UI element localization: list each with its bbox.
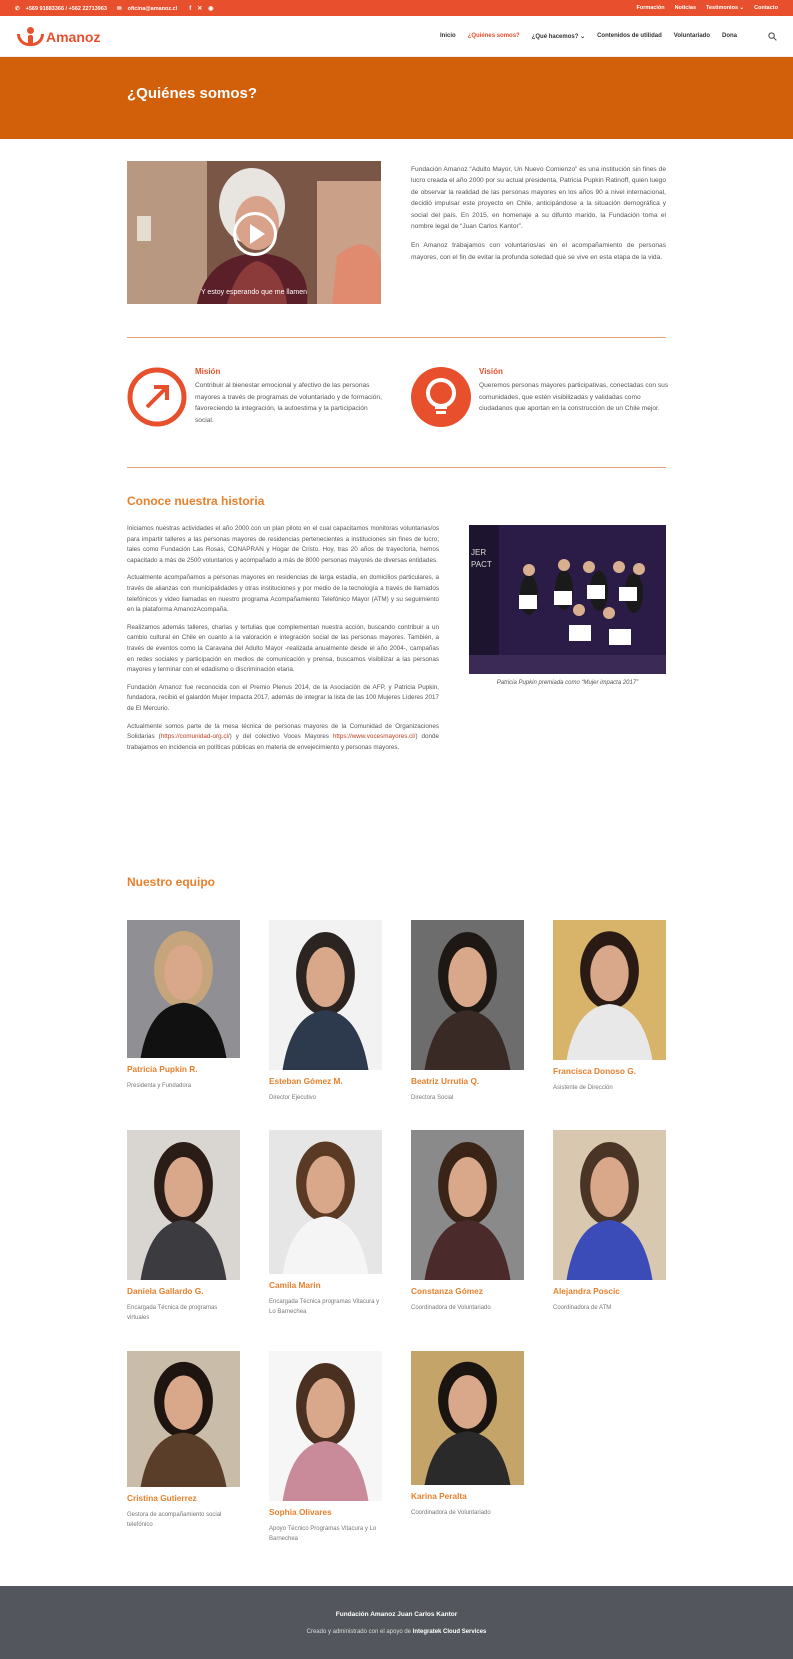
arrow-up-right-icon bbox=[127, 367, 187, 427]
top-link-testimonios-label: Testimonios bbox=[706, 5, 739, 11]
team-member-name: Beatriz Urrutia Q. bbox=[411, 1076, 480, 1086]
history-paragraph-5 bbox=[127, 722, 439, 754]
photo-sign-text-2: PACT bbox=[471, 560, 492, 569]
team-member-role: Coordinadora de ATM bbox=[553, 1305, 612, 1311]
team-member-role: Encargada Técnica programas Vitacura y Lo Barnechea bbox=[269, 1299, 380, 1315]
team-member-photo bbox=[127, 1130, 240, 1280]
team-member-role: Gestora de acompañamiento social telefónico bbox=[127, 1512, 222, 1528]
site-logo[interactable] bbox=[17, 27, 100, 46]
mission-title: Misión bbox=[195, 367, 221, 376]
nav-quienes-somos[interactable]: ¿Quiénes somos? bbox=[467, 33, 520, 39]
team-member-name: Francisca Donoso G. bbox=[553, 1066, 636, 1076]
team-member-card bbox=[269, 1130, 382, 1317]
logo-text: Amanoz bbox=[46, 28, 101, 45]
nav-inicio[interactable]: Inicio bbox=[440, 33, 456, 39]
main-nav bbox=[440, 33, 737, 40]
main-header bbox=[0, 16, 793, 57]
award-photo bbox=[469, 525, 666, 674]
team-member-name: Alejandra Poscic bbox=[553, 1286, 620, 1296]
mission-block bbox=[127, 367, 385, 427]
footer-credit-text: Creado y administrado con el apoyo de bbox=[306, 1629, 413, 1635]
vision-text: Queremos personas mayores participativas, conectadas con sus comunidades, que estén visibilizadas y validadas como ciudadanos que aportan en la construcción de un Chile mejor. bbox=[479, 382, 669, 412]
team-member-role: Presidenta y Fundadora bbox=[127, 1083, 192, 1089]
top-link-noticias[interactable]: Noticias bbox=[674, 5, 697, 11]
history-paragraph-2: Actualmente acompañamos a personas mayores en residencias de larga estadía, en domicilios particulares, a través de alianzas con municipalidades y otras instituciones y por medio de la tecnología a través de llamados telefónicos y video llamadas en nuestro programa Acompañamiento Telefónico Mayor (ATM) y su seguimiento en la plataforma AmanozAcompaña. bbox=[127, 574, 439, 614]
team-member-photo bbox=[127, 1351, 240, 1487]
nav-dona[interactable]: Dona bbox=[722, 33, 737, 39]
team-member-photo bbox=[269, 1351, 382, 1501]
intro-paragraph-2: En Amanoz trabajamos con voluntarios/as en el acompañamiento de personas mayores, con el fin de evitar la profunda soledad que se vive en esta etapa de la vida. bbox=[411, 242, 666, 261]
team-member-name: Cristina Gutierrez bbox=[127, 1493, 197, 1503]
facebook-icon[interactable]: f bbox=[189, 5, 192, 12]
footer-line-2 bbox=[0, 1629, 793, 1635]
video-caption: Y estoy esperando que me llamen bbox=[200, 289, 308, 296]
intro-text bbox=[411, 164, 666, 271]
team-member-card bbox=[411, 1130, 524, 1313]
team-member-role: Coordinadora de Voluntariado bbox=[411, 1510, 491, 1516]
voces-mayores-link[interactable]: https://www.vocesmayores.cl/ bbox=[332, 733, 416, 741]
team-member-photo bbox=[411, 1351, 524, 1485]
team-member-name: Camila Marin bbox=[269, 1280, 321, 1290]
play-button[interactable] bbox=[233, 212, 277, 256]
comunidad-org-link[interactable]: https://comunidad-org.cl/ bbox=[160, 733, 230, 741]
history-p5-text-b: ) y del colectivo Voces Mayores bbox=[229, 733, 333, 741]
team-member-role: Encargada Técnica de programas virtuales bbox=[127, 1305, 218, 1321]
search-icon[interactable] bbox=[768, 32, 777, 41]
team-member-photo bbox=[127, 920, 240, 1058]
divider bbox=[127, 337, 666, 338]
history-paragraph-4: Fundación Amanoz fue reconocida con el Premio Plenus 2014, de la Asociación de AFP, y Patricia Pupkin, fundadora, recibió el galardón Mujer Impacta 2017, además de integrar la lista de las 100 Mujeres Líderes 2017 de El Mercurio. bbox=[127, 683, 439, 712]
team-member-card bbox=[127, 1130, 240, 1323]
team-member-card bbox=[127, 920, 240, 1091]
nav-voluntariado[interactable]: Voluntariado bbox=[673, 33, 710, 39]
phone-icon: ✆ bbox=[15, 5, 20, 12]
vision-title: Visión bbox=[479, 367, 503, 376]
top-link-contacto[interactable]: Contacto bbox=[754, 5, 778, 11]
team-member-card bbox=[553, 920, 666, 1093]
team-member-name: Constanza Gómez bbox=[411, 1286, 483, 1296]
team-member-name: Daniela Gallardo G. bbox=[127, 1286, 204, 1296]
team-member-role: Coordinadora de Voluntariado bbox=[411, 1305, 491, 1311]
divider bbox=[127, 467, 666, 468]
phone-text[interactable]: +569 91883366 / +562 22713963 bbox=[25, 5, 107, 12]
integratek-link[interactable]: Integratek Cloud Services bbox=[412, 1629, 487, 1635]
photo-sign-text: JER bbox=[471, 548, 487, 557]
intro-paragraph-1: Fundación Amanoz “Adulto Mayor, Un Nuevo Comienzo” es una institución sin fines de lucro creada el año 2000 por su actual presidenta, Patricia Pupkin Ratinoff, quien luego de observar la realidad de las personas mayores en los años 90 a nivel internacional, decidió impulsar este proyecto en Chile, anticipándose a la situación demográfica y social del país. En 2015, en homenaje a su difunto marido, la Fundación toma el nombre legal de “Juan Carlos Kantor”. bbox=[411, 166, 666, 231]
team-member-role: Directora Social bbox=[411, 1095, 454, 1101]
team-member-photo bbox=[269, 920, 382, 1070]
vision-block bbox=[411, 367, 669, 427]
team-member-photo bbox=[411, 920, 524, 1070]
site-footer bbox=[0, 1586, 793, 1659]
team-member-card bbox=[269, 920, 382, 1103]
top-bar bbox=[0, 0, 793, 16]
page-hero bbox=[0, 57, 793, 139]
team-member-photo bbox=[553, 920, 666, 1060]
team-member-card bbox=[127, 1351, 240, 1530]
team-member-card bbox=[553, 1130, 666, 1313]
history-p5-text-c: ) donde trabajamos en incidencia en políticas públicas en materia de envejecimiento y personas mayores. bbox=[127, 733, 439, 751]
team-member-role: Director Ejecutivo bbox=[269, 1095, 317, 1101]
email-icon: ✉ bbox=[116, 5, 122, 12]
nav-contenidos[interactable]: Contenidos de utilidad bbox=[597, 33, 662, 39]
history-paragraph-3: Realizamos además talleres, charlas y tertulias que complementan nuestra acción, buscando contribuir a un cambio cultural en Chile en cuanto a la valoración e integración social de las personas mayores. También, a través de eventos como la Caravana del Adulto Mayor -realizada anualmente desde el año 2004-, campañas en redes sociales y participación en medios de comunicación y prensa, buscamos visibilizar a las personas mayores y terminar con el edadismo o discriminación etaria. bbox=[127, 623, 439, 674]
lightbulb-icon bbox=[411, 367, 471, 427]
intro-video[interactable] bbox=[127, 161, 381, 304]
team-title: Nuestro equipo bbox=[127, 875, 216, 889]
team-member-role: Asistente de Dirección bbox=[553, 1085, 613, 1091]
nav-que-hacemos[interactable] bbox=[532, 33, 585, 40]
x-icon[interactable]: ✕ bbox=[197, 6, 203, 12]
top-link-formacion[interactable]: Formación bbox=[636, 5, 665, 11]
team-member-photo bbox=[553, 1130, 666, 1280]
team-member-card bbox=[411, 1351, 524, 1518]
team-member-card bbox=[411, 920, 524, 1103]
award-photo-caption: Patricia Pupkin premiada como “Mujer impacta 2017” bbox=[496, 680, 639, 686]
history-paragraph-1: Iniciamos nuestras actividades el año 2000 con un plan piloto en el cual capacitamos monitoras voluntarias/os para impartir talleres a las personas mayores de residencias pertenecientes a instituciones sin fines de lucro; tales como Fundación Las Rosas, CONAPRAN y Hogar de Cristo. Hoy, tras 20 años de trayectoria, hemos capacitado a más de 2500 voluntarios y acompañado a más de 8000 personas mayores de diversas entidades. bbox=[127, 525, 439, 564]
nav-que-hacemos-label: ¿Qué hacemos? bbox=[531, 34, 579, 40]
footer-line-1: Fundación Amanoz Juan Carlos Kantor bbox=[335, 1611, 458, 1618]
rss-icon[interactable]: ◉ bbox=[208, 6, 214, 12]
history-title: Conoce nuestra historia bbox=[127, 494, 265, 508]
team-member-name: Esteban Gómez M. bbox=[269, 1076, 343, 1086]
chevron-down-icon: ⌄ bbox=[580, 34, 586, 40]
page-title: ¿Quiénes somos? bbox=[127, 85, 258, 102]
mission-text: Contribuir al bienestar emocional y afectivo de las personas mayores a través de programas de voluntariado y de formación, favoreciendo la integración, la autoestima y la participación social. bbox=[195, 382, 382, 424]
history-p5-text-a: Actualmente somos parte de la mesa técnica de personas mayores de la Comunidad de Organizaciones Solidarias ( bbox=[127, 722, 439, 741]
team-member-photo bbox=[269, 1130, 382, 1274]
team-member-role: Apoyo Técnico Programas Vitacura y Lo Barnechea bbox=[269, 1526, 377, 1542]
chevron-down-icon: ⌄ bbox=[739, 5, 745, 11]
logo-mark-icon bbox=[17, 27, 44, 46]
team-member-name: Karina Peralta bbox=[411, 1491, 467, 1501]
team-member-name: Sophia Olivares bbox=[269, 1507, 332, 1517]
team-member-card bbox=[269, 1351, 382, 1544]
email-link[interactable]: oficina@amanoz.cl bbox=[127, 5, 178, 12]
history-text bbox=[127, 524, 439, 760]
top-link-testimonios[interactable] bbox=[706, 5, 744, 11]
team-member-name: Patricia Pupkin R. bbox=[127, 1064, 198, 1074]
team-member-photo bbox=[411, 1130, 524, 1280]
